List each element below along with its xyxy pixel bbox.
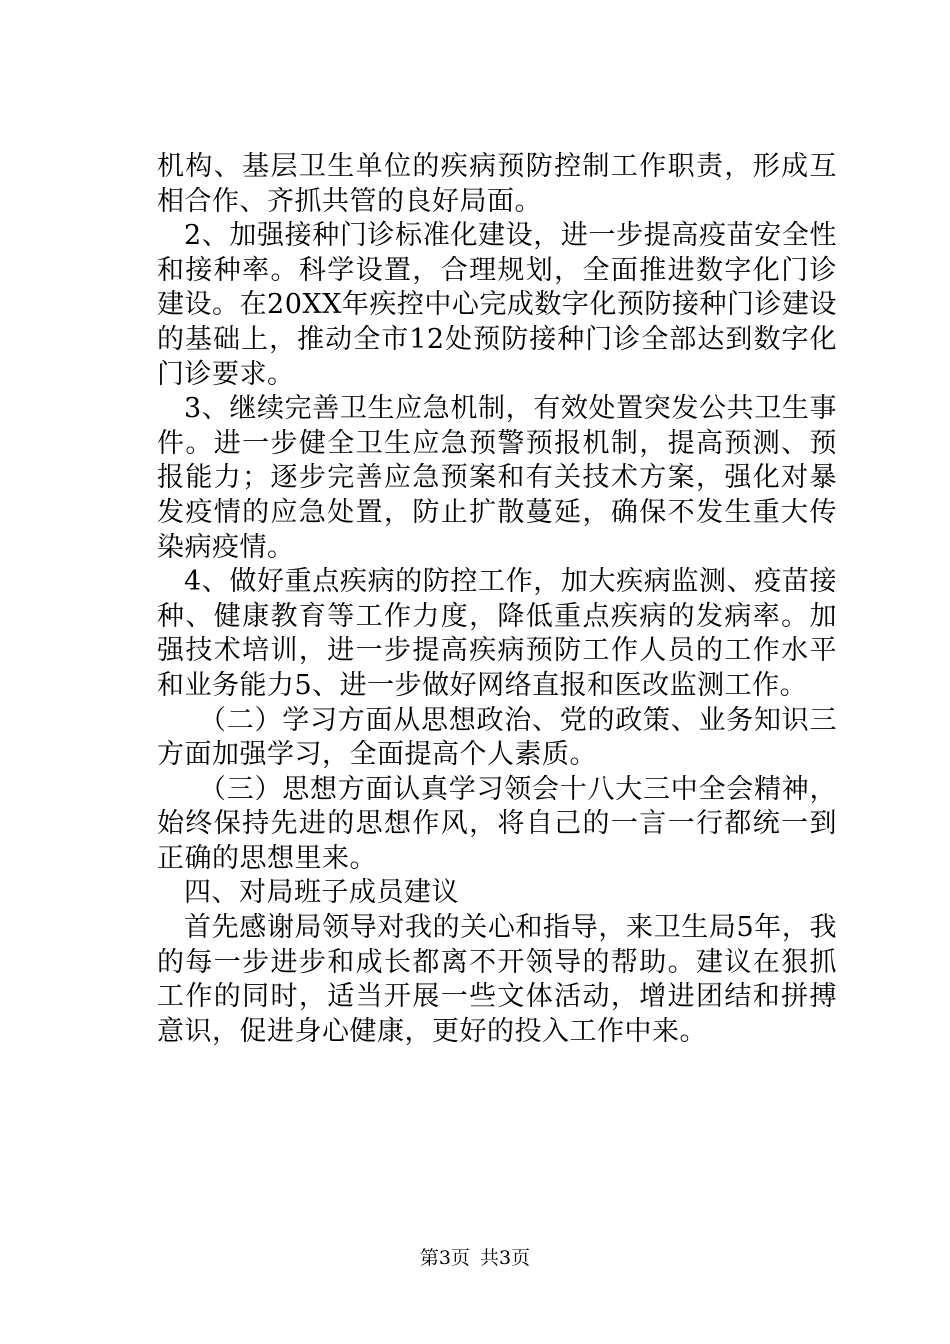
section-heading-suggestions: 四、对局班子成员建议 [184,877,459,909]
paragraph-item-2: 2、加强接种门诊标准化建设，进一步提高疫苗安全性和接种率。科学设置，合理规划，全面推进数字化门诊建设。在20XX年疾控中心完成数字化预防接种门诊建设的基础上，推动全市12处预防接种门诊全部达到数字化门诊要求。 [157,220,837,390]
paragraph-continuation: 机构、基层卫生单位的疾病预防控制工作职责，形成互相合作、齐抓共管的良好局面。 [157,151,837,217]
paragraph-suggestions: 首先感谢局领导对我的关心和指导，来卫生局5年，我的每一步进步和成长都离不开领导的帮助。建议在狠抓工作的同时，适当开展一些文体活动，增进团结和拼搏意识，促进身心健康，更好的投入工作中来。 [157,912,837,1047]
paragraph-item-3: 3、继续完善卫生应急机制，有效处置突发公共卫生事件。进一步健全卫生应急预警预报机制，提高预测、预报能力；逐步完善应急预案和有关技术方案，强化对暴发疫情的应急处置，防止扩散蔓延，确保不发生重大传染病疫情。 [157,393,837,563]
paragraph-thought: （三）思想方面认真学习领会十八大三中全会精神，始终保持先进的思想作风，将自己的一言一行都统一到正确的思想里来。 [157,773,837,874]
page-total: 共3页 [480,1247,531,1269]
document-body [157,150,837,1049]
page-number: 第3页 [419,1247,470,1269]
paragraph-item-4: 4、做好重点疾病的防控工作，加大疾病监测、疫苗接种、健康教育等工作力度，降低重点疾病的发病率。加强技术培训，进一步提高疾病预防工作人员的工作水平和业务能力5、进一步做好网络直报和医改监测工作。 [157,566,837,701]
paragraph-study: （二）学习方面从思想政治、党的政策、业务知识三方面加强学习，全面提高个人素质。 [157,704,837,771]
page-footer [0,1246,950,1270]
